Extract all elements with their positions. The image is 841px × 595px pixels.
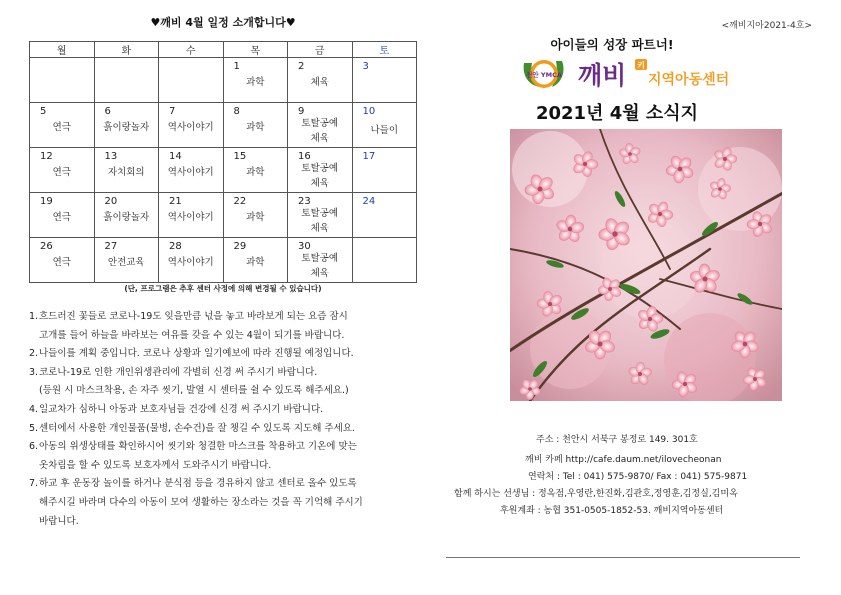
- footer-divider: [446, 557, 800, 558]
- day-activity-line: 토탈공예: [301, 163, 339, 174]
- day-activity: 연극: [52, 167, 71, 178]
- day-activity: 과학: [246, 257, 265, 268]
- day-activity: 자치회의: [107, 167, 145, 178]
- notice-number: 4.: [29, 403, 39, 415]
- notice-text-line: 바랍니다.: [39, 515, 79, 527]
- address: 주소 : 천안시 서북구 봉정로 149. 301호: [536, 435, 698, 445]
- day-number: 6: [104, 106, 111, 117]
- notice-number: 1.: [29, 311, 39, 322]
- calendar-day-cell: [352, 58, 417, 103]
- day-number: 20: [104, 196, 118, 207]
- weekday-header-row: [30, 42, 417, 58]
- day-activity-line: 토탈공예: [301, 118, 339, 129]
- day-activity: 연극: [52, 122, 71, 133]
- notice-number: 7.: [29, 478, 39, 490]
- calendar-day-cell: [223, 148, 288, 193]
- svg-text:지역아동센터: 지역아동센터: [648, 72, 730, 88]
- day-number: 28: [169, 241, 182, 252]
- calendar-day-cell: [94, 58, 159, 103]
- calendar-day-cell: [159, 238, 224, 283]
- calendar-day-cell: [223, 58, 288, 103]
- calendar-week-row: [30, 103, 417, 148]
- day-activity: 연극: [52, 257, 71, 268]
- notice-text-line: (등원 시 마스크착용, 손 자주 씻기, 발열 시 센터를 쉴 수 있도록 해주세요.): [39, 385, 349, 397]
- blossom-photo: [510, 129, 782, 401]
- calendar-week-row: [30, 238, 417, 283]
- weekday-tue: 화: [94, 42, 159, 58]
- calendar-day-cell: [159, 103, 224, 148]
- calendar-day-cell: [30, 103, 95, 148]
- svg-text:키: 키: [637, 61, 645, 70]
- day-number: 29: [233, 241, 247, 252]
- day-number: 13: [104, 151, 118, 162]
- notice-text-line: 일교차가 심하니 아동과 보호자님들 건강에 신경 써 주시기 바랍니다.: [39, 403, 324, 415]
- day-number: 23: [298, 196, 311, 207]
- day-activity-line: 토탈공예: [301, 253, 339, 264]
- day-number: 5: [40, 106, 47, 117]
- day-activity: 체육: [310, 77, 329, 88]
- center-logo: [520, 53, 740, 95]
- calendar-day-cell: [223, 103, 288, 148]
- calendar-week-row: [30, 58, 417, 103]
- calendar-day-cell: [288, 193, 353, 238]
- day-activity: 역사이야기: [167, 212, 214, 223]
- day-activity-line: 체육: [310, 268, 329, 279]
- calendar-day-cell: [30, 238, 95, 283]
- calendar-day-cell: [288, 148, 353, 193]
- day-number: 8: [233, 106, 240, 117]
- calendar-day-cell: [94, 193, 159, 238]
- day-activity: [288, 161, 352, 191]
- day-activity: 역사이야기: [167, 167, 214, 178]
- weekday-mon: 월: [30, 42, 95, 58]
- day-number: 27: [104, 241, 118, 252]
- schedule-calendar: [29, 41, 417, 283]
- day-activity-line: 토탈공예: [301, 208, 339, 219]
- calendar-day-cell: [352, 148, 417, 193]
- weekday-wed: 수: [159, 42, 224, 58]
- issue-number: <깨비지아2021-4호>: [721, 21, 812, 31]
- day-number: 21: [169, 196, 182, 207]
- day-number: 14: [169, 151, 182, 162]
- notice-text-line: 고개를 들어 하늘을 바라보는 여유를 갖을 수 있는 4월이 되기를 바랍니다.: [39, 329, 345, 341]
- logo-emblem-icon: [520, 53, 740, 95]
- day-activity: 과학: [246, 167, 265, 178]
- calendar-day-cell: [352, 103, 417, 148]
- day-activity-line: 체육: [310, 223, 329, 234]
- calendar-day-cell: [352, 193, 417, 238]
- calendar-day-cell: [159, 58, 224, 103]
- phone-fax: 연락처 : Tel : 041) 575-9870/ Fax : 041) 575-9871: [528, 472, 748, 482]
- day-activity: 과학: [246, 77, 265, 88]
- notice-text-line: 코로나-19로 인한 개인위생관리에 각별히 신경 써 주시기 바랍니다.: [39, 366, 318, 378]
- notice-text-line: 센터에서 사용한 개인물품(물병, 손수건)을 잘 챙길 수 있도록 지도해 주세요.: [39, 422, 355, 434]
- weekday-thu: 목: [223, 42, 288, 58]
- donation-account: 후원계좌 : 농협 351-0505-1852-53. 깨비지역아동센터: [500, 506, 724, 516]
- calendar-day-cell: [94, 238, 159, 283]
- day-activity: 안전교육: [107, 257, 145, 268]
- calendar-day-cell: [288, 103, 353, 148]
- calendar-day-cell: [159, 148, 224, 193]
- calendar-day-cell: [30, 148, 95, 193]
- calendar-day-cell: [288, 238, 353, 283]
- day-number: 16: [298, 151, 311, 162]
- notice-text-line: 옷차림을 할 수 있도록 보호자께서 도와주시기 바랍니다.: [39, 459, 272, 471]
- calendar-week-row: [30, 148, 417, 193]
- cafe-link[interactable]: 깨비 카페 http://cafe.daum.net/ilovecheonan: [525, 455, 722, 465]
- day-activity: 역사이야기: [167, 257, 214, 268]
- day-number: 1: [233, 61, 240, 72]
- day-number: 12: [40, 151, 53, 162]
- notice-item: [29, 475, 429, 531]
- day-activity: 나들이: [370, 125, 399, 136]
- weekday-sat: 토: [352, 42, 417, 58]
- day-number: 22: [233, 196, 247, 207]
- day-number: 26: [40, 241, 53, 252]
- svg-text:천안 YMCA: 천안 YMCA: [526, 71, 562, 79]
- day-activity: [288, 206, 352, 236]
- day-activity: [288, 116, 352, 146]
- day-number: 17: [362, 151, 376, 162]
- notice-item: [29, 401, 429, 420]
- notice-item: [29, 420, 429, 439]
- svg-text:깨비: 깨비: [578, 61, 627, 90]
- day-activity: [288, 251, 352, 281]
- day-activity: 흙이랑놀자: [103, 122, 150, 133]
- calendar-day-cell: [352, 238, 417, 283]
- day-activity-line: 체육: [310, 178, 329, 189]
- teachers: 함께 하시는 선생님 : 정옥점,우영란,한진화,김관호,정영훈,김정실,김미옥: [454, 489, 738, 499]
- day-activity: 흙이랑놀자: [103, 212, 150, 223]
- schedule-title: ♥깨비 4월 일정 소개합니다♥: [150, 16, 296, 29]
- notice-number: 3.: [29, 366, 39, 378]
- calendar-day-cell: [94, 148, 159, 193]
- day-number: 3: [362, 61, 369, 72]
- notice-text-line: 아동의 위생상태를 확인하시어 씻기와 청결한 마스크를 착용하고 기온에 맞는: [39, 441, 357, 453]
- notice-text-line: 해주시길 바라며 다수의 아동이 모여 생활하는 장소라는 것을 꼭 기억해 주시기: [39, 496, 363, 508]
- day-number: 10: [362, 106, 376, 117]
- day-activity: 역사이야기: [167, 122, 214, 133]
- day-activity: 연극: [52, 212, 71, 223]
- notice-item: [29, 364, 429, 401]
- calendar-day-cell: [30, 193, 95, 238]
- slogan: 아이들의 성장 파트너!: [550, 37, 674, 52]
- notice-number: 2.: [29, 348, 39, 360]
- notice-text-line: 나들이를 계획 중입니다. 코로나 상황과 일기예보에 따라 진행될 예정입니다.: [39, 348, 354, 360]
- day-number: 19: [40, 196, 53, 207]
- notice-list: [29, 308, 429, 531]
- calendar-day-cell: [223, 193, 288, 238]
- calendar-day-cell: [288, 58, 353, 103]
- calendar-day-cell: [159, 193, 224, 238]
- calendar-day-cell: [94, 103, 159, 148]
- day-number: 30: [298, 241, 311, 252]
- notice-item: [29, 438, 429, 475]
- day-number: 24: [362, 196, 376, 207]
- calendar-week-row: [30, 193, 417, 238]
- calendar-day-cell: [223, 238, 288, 283]
- day-number: 7: [169, 106, 176, 117]
- notice-text-line: 흐드러진 꽃들로 코로나-19도 잊을만큼 넋을 놓고 바라보게 되는 요즘 잠시: [39, 311, 348, 322]
- notice-item: [29, 345, 429, 364]
- day-number: 15: [233, 151, 247, 162]
- day-number: 2: [298, 61, 305, 72]
- day-activity: 과학: [246, 122, 265, 133]
- notice-number: 6.: [29, 441, 39, 453]
- calendar-day-cell: [30, 58, 95, 103]
- day-activity-line: 체육: [310, 133, 329, 144]
- notice-item: [29, 308, 429, 345]
- weekday-fri: 금: [288, 42, 353, 58]
- notice-number: 5.: [29, 422, 39, 434]
- notice-text-line: 하교 후 운동장 놀이를 하거나 분식점 등을 경유하지 않고 센터로 올수 있도록: [39, 478, 357, 490]
- newsletter-title: 2021년 4월 소식지: [535, 103, 699, 124]
- day-number: 9: [298, 106, 305, 117]
- schedule-note: (단, 프로그램은 추후 센터 사정에 의해 변경될 수 있습니다): [124, 284, 322, 293]
- day-activity: 과학: [246, 212, 265, 223]
